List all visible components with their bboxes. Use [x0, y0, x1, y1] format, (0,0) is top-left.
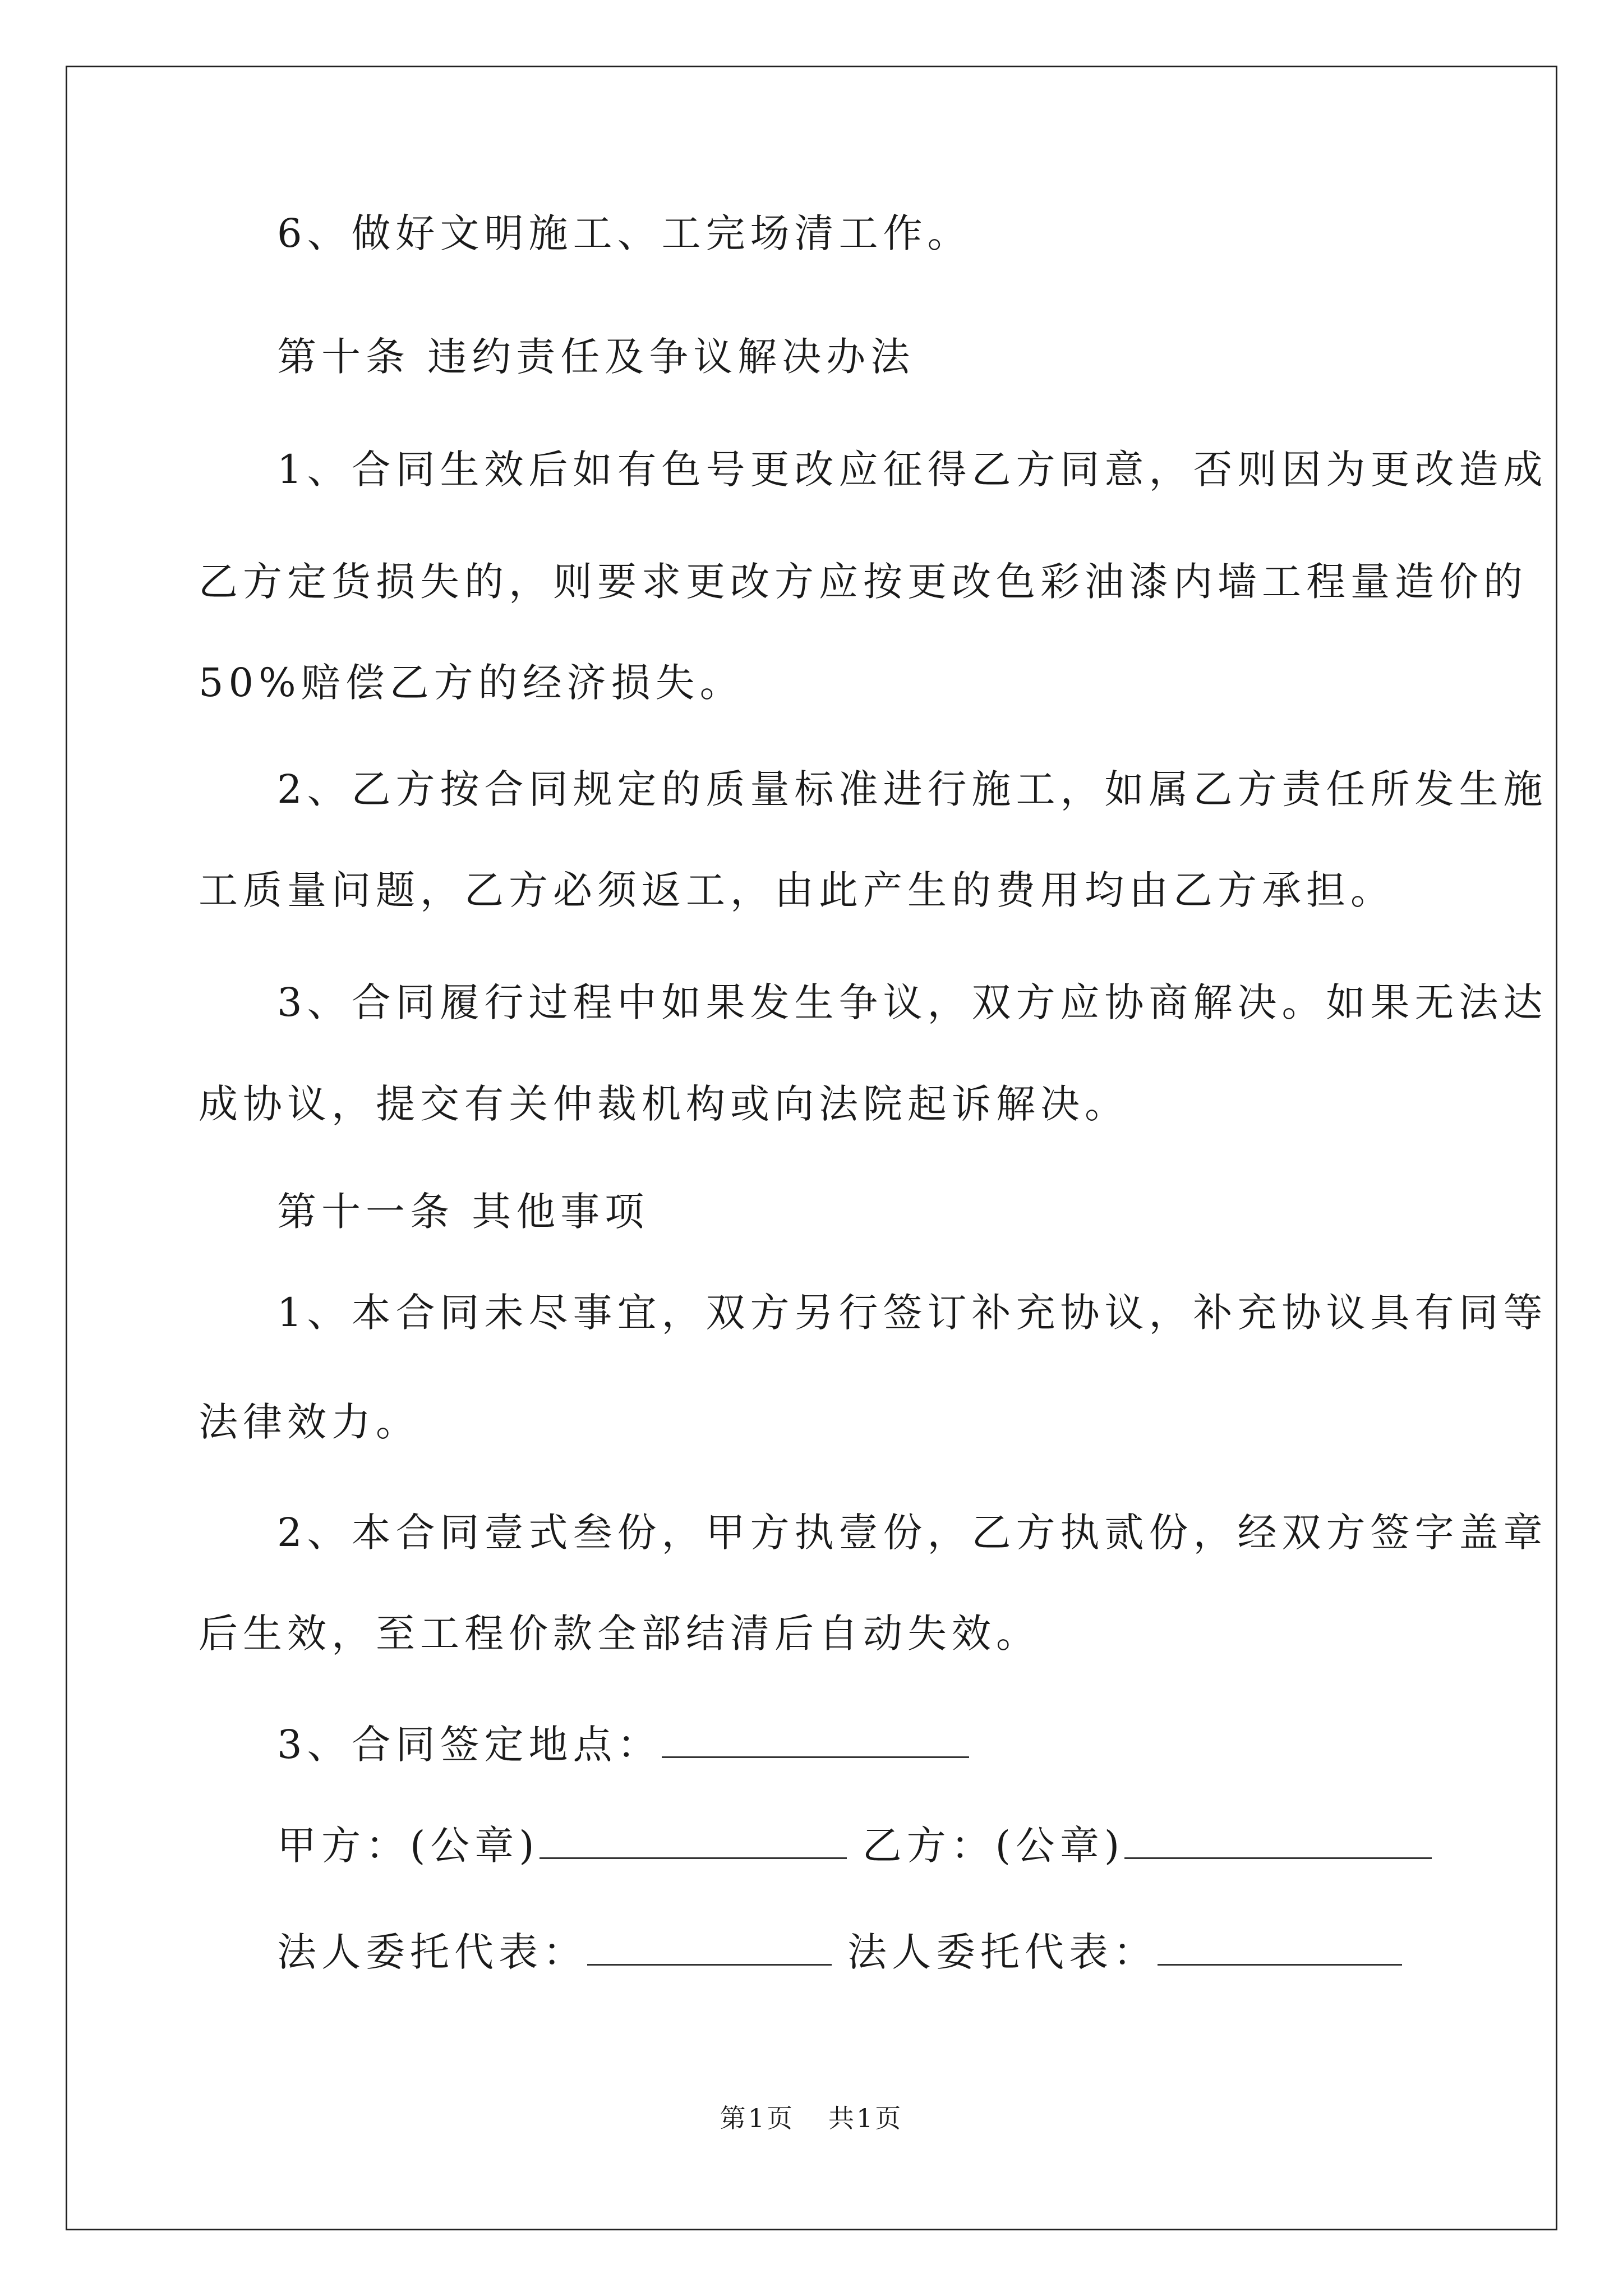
party-a-seal-blank[interactable] — [540, 1823, 847, 1859]
sign-place-label: 3、合同签定地点： — [277, 1722, 662, 1768]
rep-a-label: 法人委托代表： — [277, 1929, 587, 1975]
seal-line — [277, 1818, 1432, 1874]
paragraph-line: 6、做好文明施工、工完场清工作。 — [277, 210, 972, 256]
paragraph-line: 成协议，提交有关仲裁机构或向法院起诉解决。 — [199, 1081, 1129, 1127]
paragraph-line: 后生效，至工程价款全部结清后自动失效。 — [199, 1611, 1040, 1657]
representative-line — [277, 1924, 1402, 1980]
page-total: 共1页 — [828, 2103, 903, 2133]
party-a-seal-label: 甲方：(公章) — [277, 1823, 540, 1869]
sign-place-line — [277, 1717, 969, 1773]
paragraph-line: 工质量问题，乙方必须返工，由此产生的费用均由乙方承担。 — [199, 867, 1395, 913]
sign-place-blank[interactable] — [662, 1722, 969, 1758]
rep-b-blank[interactable] — [1158, 1929, 1402, 1966]
paragraph-line: 乙方定货损失的，则要求更改方应按更改色彩油漆内墙工程量造价的 — [199, 559, 1528, 605]
paragraph-line: 2、乙方按合同规定的质量标准进行施工，如属乙方责任所发生施 — [277, 766, 1548, 812]
section-heading: 第十条 违约责任及争议解决办法 — [277, 334, 915, 380]
section-heading: 第十一条 其他事项 — [277, 1189, 649, 1235]
page-border — [66, 66, 1557, 2230]
paragraph-line: 1、合同生效后如有色号更改应征得乙方同意，否则因为更改造成 — [277, 447, 1548, 493]
page-number: 第1页 — [720, 2103, 795, 2133]
paragraph-line: 2、本合同壹式叁份，甲方执壹份，乙方执贰份，经双方签字盖章 — [277, 1510, 1548, 1556]
party-b-seal-label: 乙方：(公章) — [862, 1823, 1125, 1869]
paragraph-line: 法律效力。 — [199, 1399, 420, 1445]
rep-b-label: 法人委托代表： — [847, 1929, 1158, 1975]
paragraph-line: 3、合同履行过程中如果发生争议，双方应协商解决。如果无法达 — [277, 979, 1548, 1025]
party-b-seal-blank[interactable] — [1124, 1823, 1432, 1859]
paragraph-line: 50%赔偿乙方的经济损失。 — [199, 660, 744, 706]
paragraph-line: 1、本合同未尽事宜，双方另行签订补充协议，补充协议具有同等 — [277, 1290, 1548, 1336]
page-footer — [0, 2098, 1623, 2135]
rep-a-blank[interactable] — [587, 1929, 832, 1966]
